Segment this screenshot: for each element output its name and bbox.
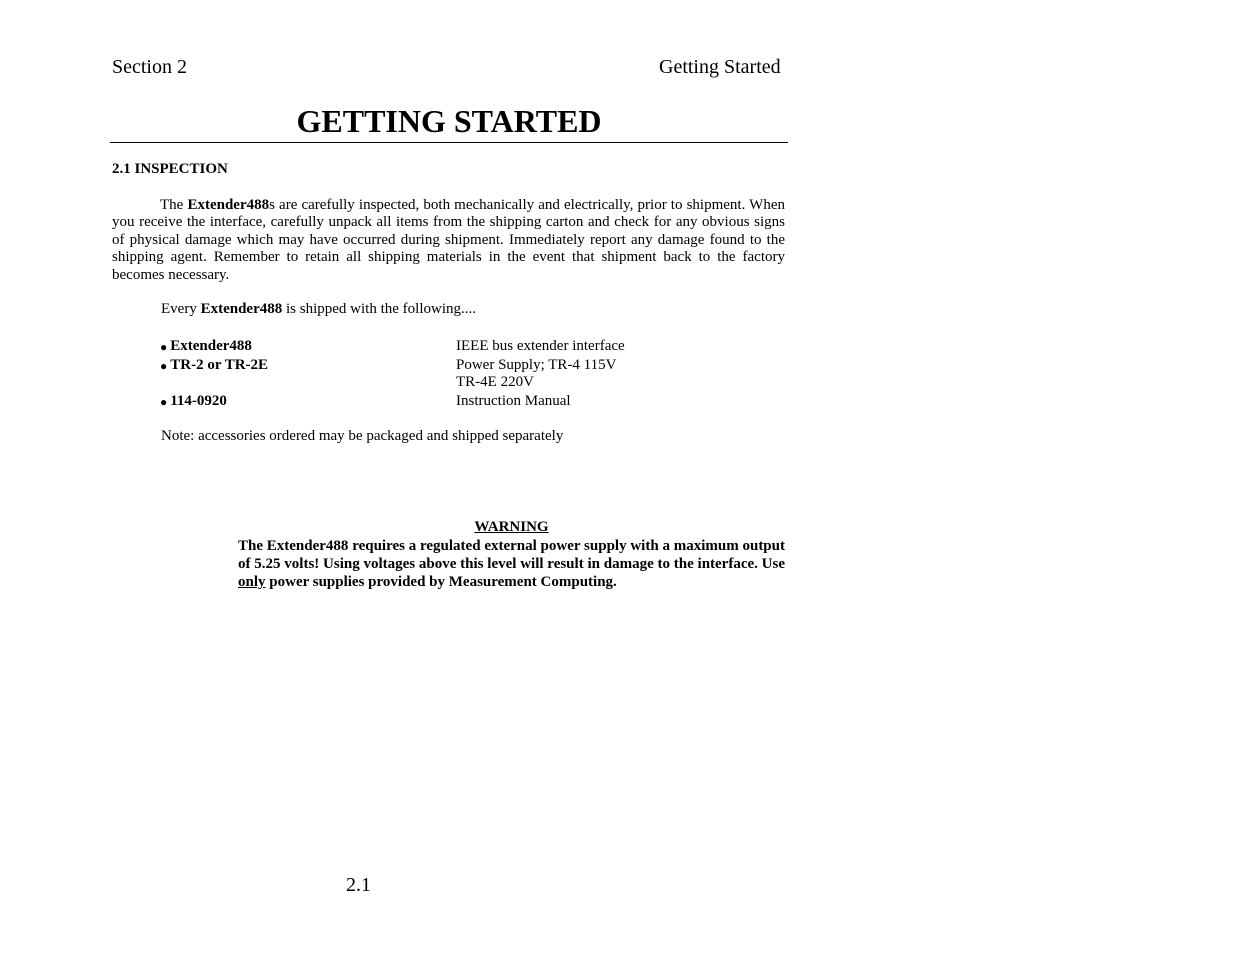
warning-text-post: power supplies provided by Measurement Computing.	[265, 574, 617, 590]
item-name-text: Extender488	[170, 338, 252, 354]
para-text-post: s are carefully inspected, both mechanically and electrically, prior to shipment. When you receive the interface, carefully unpack all items from the shipping carton and check for any obvious signs of physical damage which may have occurred during shipment. Immediately report any damage found to the shipping agent. Remember to retain all shipping materials in the event that shipment back to the factory becomes necessary.	[112, 197, 785, 283]
shipped-pre: Every	[161, 301, 201, 317]
warning-body	[238, 537, 785, 591]
title-divider	[110, 142, 788, 143]
item-desc-line: TR-4E 220V	[456, 374, 534, 390]
list-item-desc	[456, 357, 616, 391]
shipped-product-name: Extender488	[200, 301, 283, 317]
item-desc-line: Power Supply; TR-4 115V	[456, 357, 617, 373]
para-product-name: Extender488	[187, 197, 270, 213]
para-text-pre: The	[160, 197, 188, 213]
bullet-icon: ●	[160, 359, 168, 373]
list-item-name	[160, 357, 268, 374]
section-heading: 2.1 INSPECTION	[112, 161, 228, 177]
warning-emphasis: only	[238, 574, 266, 590]
bullet-icon: ●	[160, 395, 168, 409]
warning-title: WARNING	[474, 519, 549, 535]
shipped-with-line	[161, 301, 476, 318]
shipped-post: is shipped with the following....	[282, 301, 476, 317]
bullet-icon: ●	[160, 340, 168, 354]
header-section-label: Section 2	[112, 56, 187, 78]
item-name-text: 114-0920	[170, 393, 227, 409]
list-item-name	[160, 393, 227, 410]
list-item-name	[160, 338, 252, 355]
warning-text-pre: The Extender488 requires a regulated external power supply with a maximum output of 5.25 volts! Using voltages above this level will result in damage to the interface. Use	[238, 538, 785, 572]
list-item-desc: Instruction Manual	[456, 393, 571, 409]
page-number: 2.1	[346, 874, 371, 896]
accessories-note: Note: accessories ordered may be packaged and shipped separately	[161, 428, 564, 444]
list-item-desc: IEEE bus extender interface	[456, 338, 625, 354]
inspection-paragraph	[112, 197, 785, 284]
header-chapter-title: Getting Started	[659, 56, 781, 78]
page-title: GETTING STARTED	[296, 103, 602, 139]
item-name-text: TR-2 or TR-2E	[170, 357, 269, 373]
